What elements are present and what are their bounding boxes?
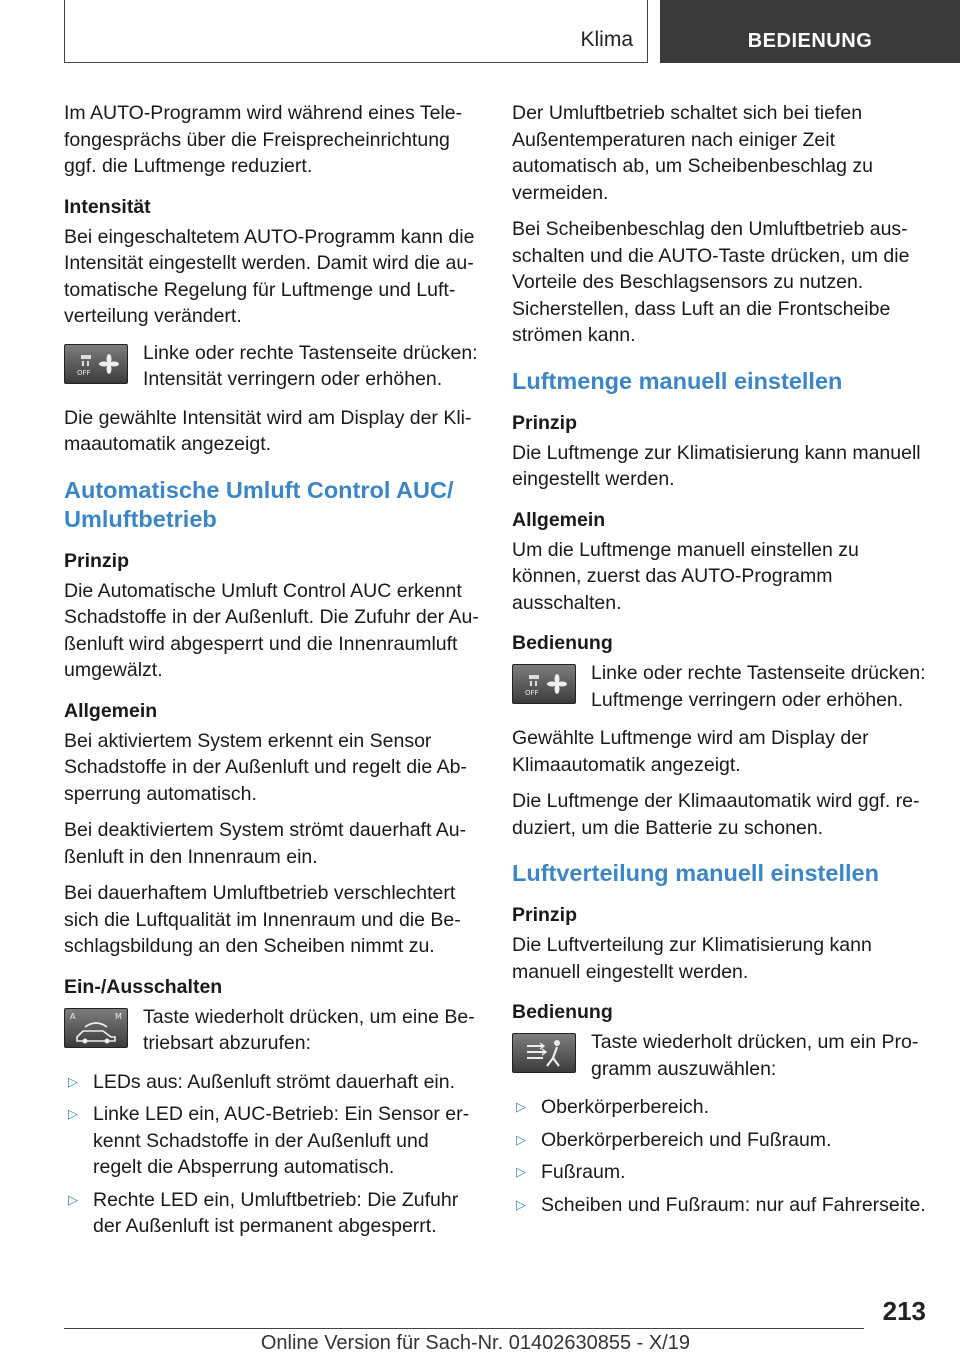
- footer-divider: [64, 1328, 864, 1329]
- triangle-bullet-icon: ▷: [68, 1106, 78, 1121]
- triangle-bullet-icon: ▷: [516, 1099, 526, 1114]
- triangle-bullet-icon: ▷: [516, 1131, 526, 1147]
- list-item: ▷ Scheiben und Fußraum: nur auf Fahrerseite.: [512, 1192, 927, 1219]
- section-title: Klima: [580, 28, 633, 51]
- right-column: [512, 100, 927, 1224]
- subheading-allgemein: Allgemein: [512, 508, 606, 531]
- section-tab: [64, 0, 648, 63]
- subheading-intensitaet: Intensität: [64, 195, 151, 218]
- instruction-text: Taste wiederholt drücken, um ein Programm auszuwählen:: [591, 1031, 919, 1080]
- instruction-text: Linke oder rechte Tastenseite drücken: Luftmenge verringern oder erhöhen.: [591, 662, 926, 711]
- paragraph: Bei Scheibenbeschlag den Umluftbetrieb ausschalten und die AUTO-Taste drücken, um die Vorteile des Beschlagsensors zu nutzen. Sicherstellen, dass Luft an die Frontscheibe strömen kann.: [512, 218, 910, 346]
- paragraph: Bei aktiviertem System erkennt ein Sensor Schadstoffe in der Außenluft und regelt die Absperrung automatisch.: [64, 729, 467, 805]
- list-item: ▷ Oberkörperbereich.: [512, 1094, 927, 1121]
- triangle-bullet-icon: ▷: [516, 1164, 526, 1179]
- auc-recirculation-button-icon: [64, 1008, 128, 1048]
- subheading-bedienung: Bedienung: [512, 632, 613, 654]
- subheading-prinzip: Prinzip: [512, 904, 578, 926]
- paragraph: Bei deaktiviertem System strömt dauerhaft Außenluft in den Innenraum ein.: [64, 819, 467, 868]
- page-number: 213: [882, 1296, 926, 1326]
- page-header: [0, 0, 960, 66]
- svg-text:OFF: OFF: [525, 689, 539, 697]
- paragraph: Die Automatische Umluft Control AUC erkennt Schadstoffe in der Außenluft. Die Zufuhr der Außenluft wird abgesperrt und die Innenraumluft umgewälzt.: [64, 579, 479, 681]
- paragraph: Bei dauerhaftem Umluftbetrieb verschlechtert sich die Luftqualität im Innenraum und die Beschlagsbildung an den Scheiben nimmt zu.: [64, 882, 461, 957]
- paragraph: Die Luftmenge der Klimaautomatik wird ggf. reduziert, um die Batterie zu schonen.: [512, 790, 920, 839]
- subheading-bedienung: Bedienung: [512, 1001, 613, 1023]
- section-heading-luftverteilung: Luftverteilung manuell einstellen: [512, 860, 879, 886]
- svg-text:M: M: [115, 1011, 122, 1021]
- section-heading-auc: Automatische Umluft Control AUC/ Umluftbetrieb: [64, 476, 454, 532]
- list-item: ▷ Rechte LED ein, Umluftbetrieb: Die Zufuhr der Außenluft ist permanent abgesperrt.: [68, 1188, 459, 1237]
- paragraph: Die gewählte Intensität wird am Display der Klimaautomatik angezeigt.: [64, 406, 472, 455]
- subheading-prinzip: Prinzip: [512, 411, 578, 434]
- instruction-row: [64, 1004, 479, 1057]
- paragraph: Die Luftmenge zur Klimatisierung kann manuell eingestellt werden.: [512, 441, 921, 490]
- paragraph: Gewählte Luftmenge wird am Display der Klimaautomatik angezeigt.: [512, 727, 869, 776]
- list-item: ▷ Oberkörperbereich und Fußraum.: [512, 1127, 927, 1154]
- paragraph: Um die Luftmenge manuell einstellen zu können, zuerst das AUTO-Programm ausschalten.: [512, 538, 859, 614]
- svg-text:OFF: OFF: [77, 368, 91, 377]
- list-item: ▷ LEDs aus: Außenluft strömt dauerhaft ein.: [64, 1069, 479, 1096]
- paragraph: Im AUTO-Programm wird während eines Telefongesprächs über die Freisprecheinrichtung ggf. die Luftmenge reduziert.: [64, 102, 463, 177]
- list-item: ▷ Linke LED ein, AUC-Betrieb: Ein Sensor erkennt Schadstoffe in der Außenluft und regelt die Absperrung automatisch.: [68, 1103, 470, 1178]
- instruction-text: Taste wiederholt drücken, um eine Betriebsart abzurufen:: [143, 1005, 475, 1054]
- chapter-tab: BEDIENUNG: [660, 0, 960, 63]
- mode-list: [64, 1069, 479, 1240]
- fan-off-button-icon: [512, 664, 576, 704]
- instruction-row: [512, 660, 927, 713]
- instruction-row: [512, 1029, 927, 1082]
- footer-version-text: Online Version für Sach-Nr. 01402630855 - X/19: [260, 1332, 690, 1354]
- left-column: [64, 100, 479, 1246]
- paragraph: Bei eingeschaltetem AUTO-Programm kann die Intensität eingestellt werden. Damit wird die automatische Regelung für Luftmenge und Luftverteilung verändert.: [64, 225, 475, 327]
- instruction-text: Linke oder rechte Tastenseite drücken: Intensität verringern oder erhöhen.: [143, 341, 478, 390]
- program-list: [512, 1094, 927, 1218]
- paragraph: Der Umluftbetrieb schaltet sich bei tiefen Außentemperaturen nach einiger Zeit automatisch ab, um Scheibenbeschlag zu vermeiden.: [512, 102, 873, 204]
- triangle-bullet-icon: ▷: [68, 1073, 78, 1089]
- section-heading-luftmenge: Luftmenge manuell einstellen: [512, 367, 843, 394]
- subheading-allgemein: Allgemein: [64, 699, 158, 722]
- paragraph: Die Luftverteilung zur Klimatisierung kann manuell eingestellt werden.: [512, 934, 872, 983]
- triangle-bullet-icon: ▷: [516, 1196, 526, 1212]
- list-item: ▷ Fußraum.: [512, 1159, 927, 1186]
- fan-off-button-icon: [64, 344, 128, 384]
- subheading-prinzip: Prinzip: [64, 549, 130, 572]
- instruction-row: [64, 340, 479, 393]
- subheading-ein-ausschalten: Ein-/Ausschalten: [64, 975, 223, 998]
- air-distribution-button-icon: [512, 1033, 576, 1073]
- triangle-bullet-icon: ▷: [68, 1191, 78, 1207]
- svg-text:A: A: [70, 1011, 76, 1021]
